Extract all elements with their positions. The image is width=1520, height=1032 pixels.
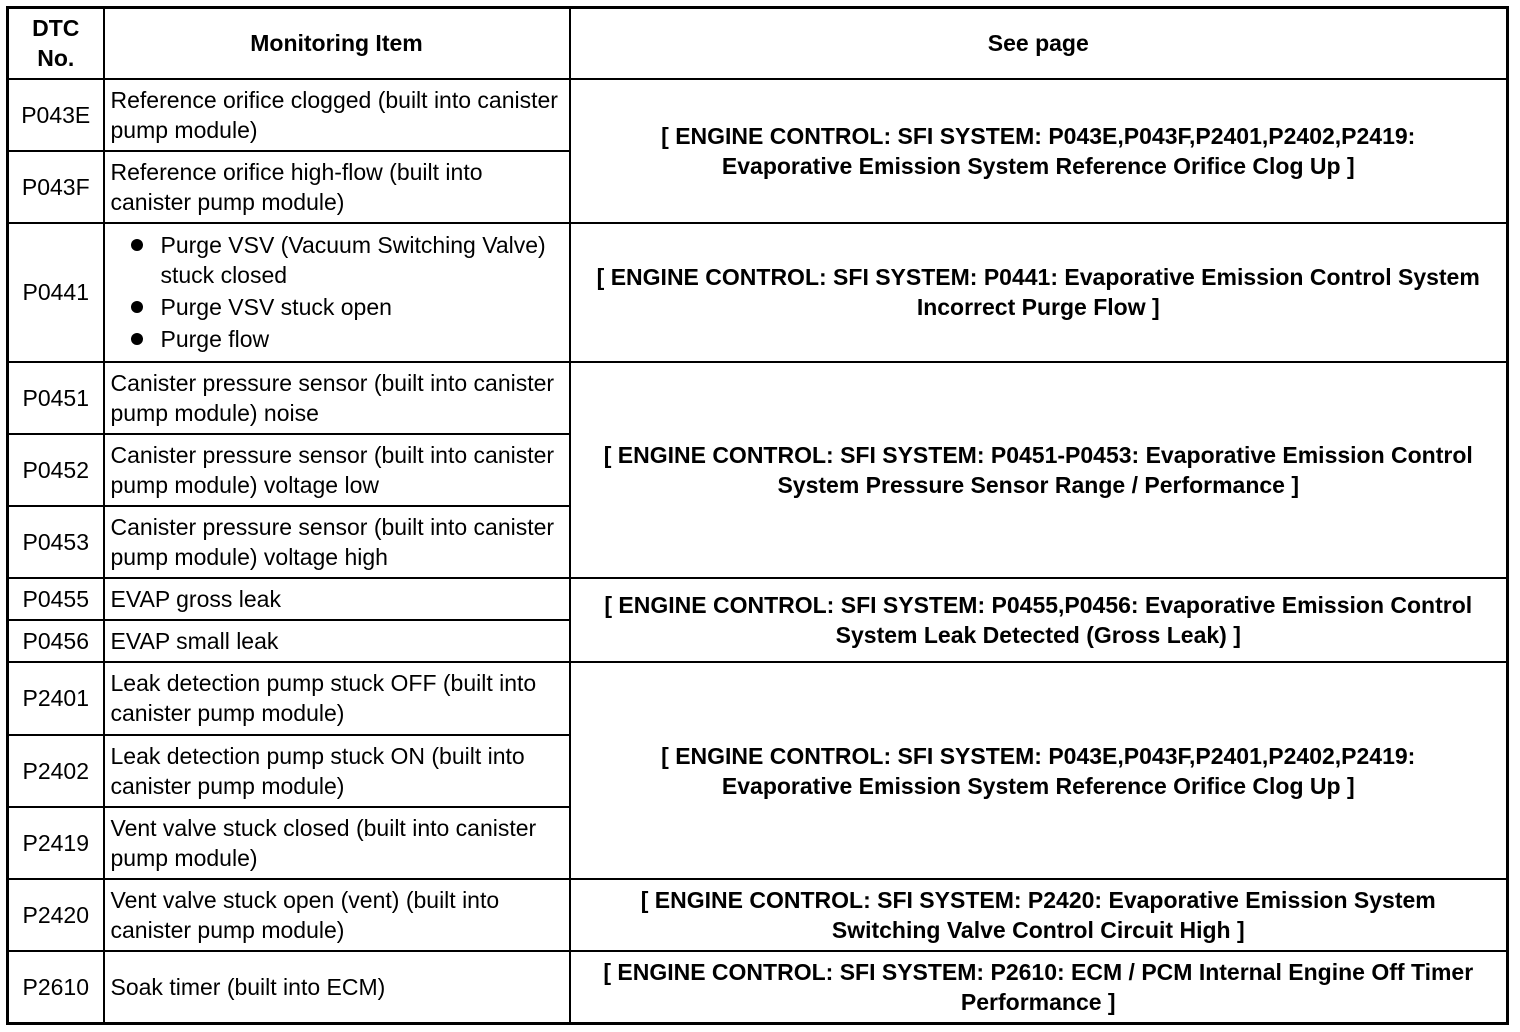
monitoring-item: Leak detection pump stuck ON (built into canister pump module) [104,735,570,807]
table-row [8,79,1508,151]
see-page-reference: [ ENGINE CONTROL: SFI SYSTEM: P0451-P0453: Evaporative Emission Control System Pressure Sensor Range / Performance ] [570,362,1508,579]
table-row [8,662,1508,734]
header-dtc-no: DTC No. [8,8,104,79]
dtc-code: P0456 [8,620,104,662]
list-item [129,324,565,354]
monitoring-item-list [104,223,570,361]
dtc-code: P0441 [8,223,104,361]
monitoring-item: Vent valve stuck closed (built into canister pump module) [104,807,570,879]
dtc-code: P2420 [8,879,104,951]
monitoring-item: Leak detection pump stuck OFF (built into canister pump module) [104,662,570,734]
dtc-table [6,6,1509,1025]
bullet-icon [131,239,143,251]
see-page-reference: [ ENGINE CONTROL: SFI SYSTEM: P043E,P043F,P2401,P2402,P2419: Evaporative Emission System Reference Orifice Clog Up ] [570,79,1508,223]
see-page-reference: [ ENGINE CONTROL: SFI SYSTEM: P0455,P0456: Evaporative Emission Control System Leak Detected (Gross Leak) ] [570,578,1508,662]
dtc-code: P043F [8,151,104,223]
dtc-code: P0451 [8,362,104,434]
dtc-code: P0453 [8,506,104,578]
list-item-text: Purge VSV stuck open [160,294,392,321]
list-item-text: Purge VSV (Vacuum Switching Valve) stuck closed [160,232,546,289]
header-see-page: See page [570,8,1508,79]
header-row [8,8,1508,79]
see-page-reference: [ ENGINE CONTROL: SFI SYSTEM: P0441: Evaporative Emission Control System Incorrect Purge Flow ] [570,223,1508,361]
table-row [8,362,1508,434]
bullet-icon [131,333,143,345]
monitoring-item: Reference orifice high-flow (built into canister pump module) [104,151,570,223]
dtc-code: P0452 [8,434,104,506]
dtc-code: P2419 [8,807,104,879]
table-row [8,879,1508,951]
monitoring-item: Soak timer (built into ECM) [104,951,570,1023]
list-item [129,230,565,290]
monitoring-item: Canister pressure sensor (built into canister pump module) voltage low [104,434,570,506]
dtc-code: P2610 [8,951,104,1023]
monitoring-item: EVAP small leak [104,620,570,662]
dtc-code: P0455 [8,578,104,620]
see-page-reference: [ ENGINE CONTROL: SFI SYSTEM: P2610: ECM / PCM Internal Engine Off Timer Performance ] [570,951,1508,1023]
table-row [8,223,1508,361]
dtc-code: P2401 [8,662,104,734]
dtc-code: P043E [8,79,104,151]
bullet-list [111,230,565,354]
monitoring-item: Canister pressure sensor (built into canister pump module) voltage high [104,506,570,578]
see-page-reference: [ ENGINE CONTROL: SFI SYSTEM: P043E,P043F,P2401,P2402,P2419: Evaporative Emission System Reference Orifice Clog Up ] [570,662,1508,879]
dtc-code: P2402 [8,735,104,807]
bullet-icon [131,301,143,313]
monitoring-item: Canister pressure sensor (built into canister pump module) noise [104,362,570,434]
list-item [129,292,565,322]
monitoring-item: Vent valve stuck open (vent) (built into canister pump module) [104,879,570,951]
monitoring-item: Reference orifice clogged (built into canister pump module) [104,79,570,151]
table-row [8,951,1508,1023]
list-item-text: Purge flow [160,326,270,353]
monitoring-item: EVAP gross leak [104,578,570,620]
table-row [8,578,1508,620]
header-monitoring-item: Monitoring Item [104,8,570,79]
see-page-reference: [ ENGINE CONTROL: SFI SYSTEM: P2420: Evaporative Emission System Switching Valve Control Circuit High ] [570,879,1508,951]
